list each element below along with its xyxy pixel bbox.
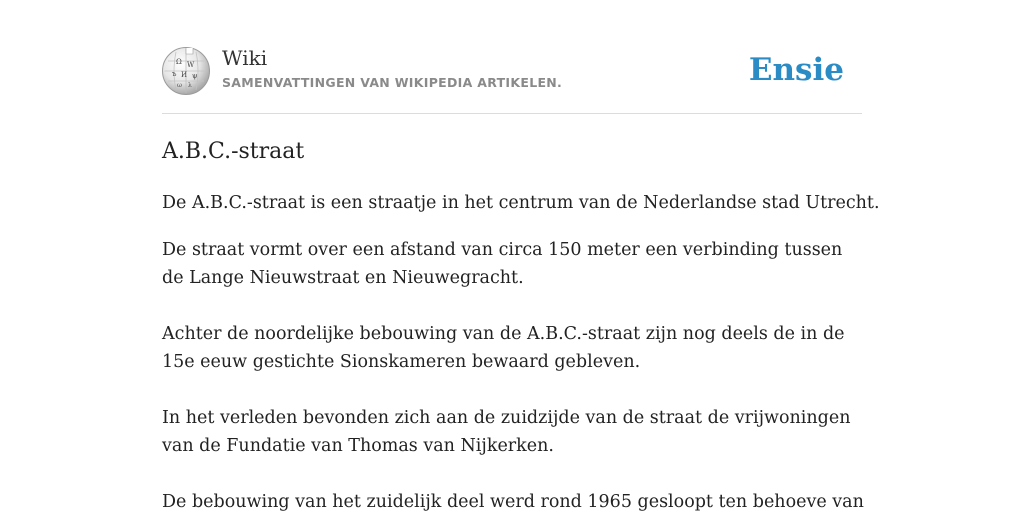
svg-text:λ: λ — [188, 82, 192, 89]
svg-text:W: W — [187, 61, 195, 69]
article-lead: De A.B.C.-straat is een straatje in het centrum van de Nederlandse stad Utrecht. — [162, 193, 880, 213]
article-title: A.B.C.-straat — [162, 139, 305, 164]
article-paragraph: De straat vormt over een afstand van circa 150 meter een verbinding tussen de Lange Nieuwstraat en Nieuwegracht. — [162, 240, 843, 288]
article-paragraph: In het verleden bevonden zich aan de zuidzijde van de straat de vrijwoningen van de Fundatie van Thomas van Nijkerken. — [162, 408, 851, 456]
ensie-brand-link[interactable]: Ensie — [748, 52, 844, 88]
site-name[interactable]: Wiki — [222, 46, 268, 70]
article-body — [162, 189, 880, 512]
wikipedia-globe-icon[interactable] — [162, 47, 210, 95]
svg-text:Ω: Ω — [176, 58, 182, 66]
svg-text:И: И — [181, 71, 188, 79]
article-paragraph: De bebouwing van het zuidelijk deel werd rond 1965 gesloopt ten behoeve van — [162, 492, 864, 512]
site-tagline: SAMENVATTINGEN VAN WIKIPEDIA ARTIKELEN. — [222, 75, 563, 90]
svg-text:ψ: ψ — [192, 72, 198, 80]
article-paragraph: Achter de noordelijke bebouwing van de A.B.C.-straat zijn nog deels de in de 15e eeuw gestichte Sionskameren bewaard gebleven. — [162, 324, 845, 372]
site-header — [162, 0, 862, 114]
content-container — [162, 0, 880, 512]
svg-text:ъ: ъ — [172, 70, 177, 78]
svg-text:ω: ω — [177, 82, 182, 89]
